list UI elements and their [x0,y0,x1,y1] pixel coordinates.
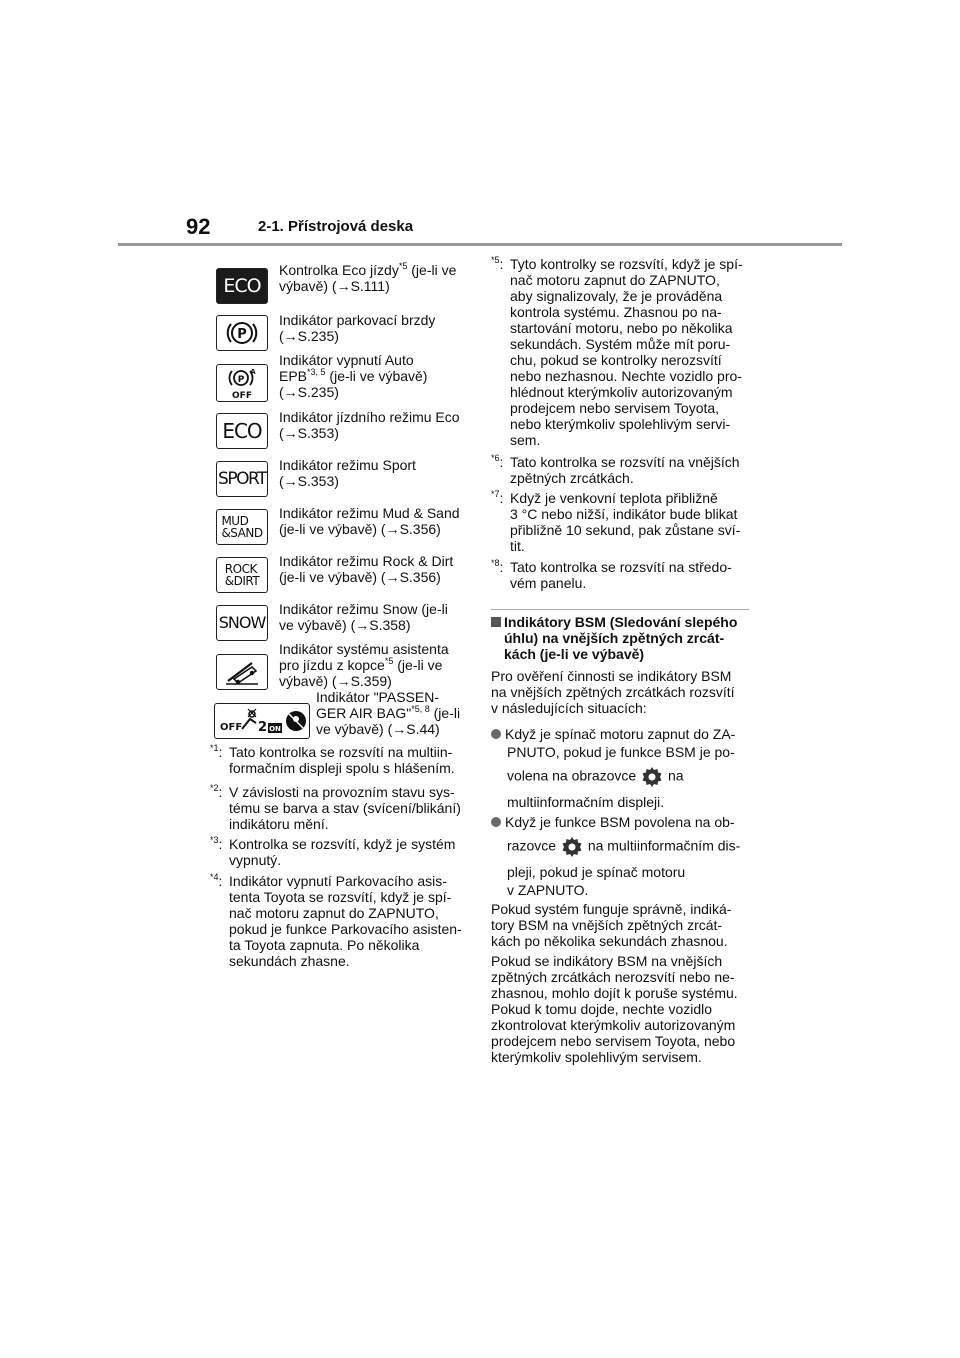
footnote-2: $^{*2}$: V závislosti na provozním stavu sys- tému se barva a stav (svícení/blikání) indikátoru mění. [210,783,461,832]
square-bullet-icon [491,617,501,627]
bsm-bullet-1: Když je spínač motoru zapnut do ZA- PNUTO, pokud je funkce BSM je po- volena na obrazovce na multiinformačním displeji. [491,725,753,811]
footnote-5: $^{*5}$: Tyto kontrolky se rozsvítí, když je spí- nač motoru zapnut do ZAPNUTO, aby signalizovaly, že je prováděna kontrola systému. Zhasnou po na- startování motoru, nebo po několika sekundách. Systém může mít poru- chu, pokud se kontrolky nerozsvítí nebo nezhasnou. Nechte vozidlo pro- hlédnout kterýmkoliv autorizovaným prodejcem nebo servisem Toyota, nebo kterýmkoliv spolehlivým servi- sem. [491,255,743,448]
bsm-paragraph-1: Pokud systém funguje správně, indiká- tory BSM na vnějších zpětných zrcát- kách po několika sekundách zhasnou. [491,901,732,949]
passenger-airbag-icon [214,703,310,739]
footnote-6: $^{*6}$: Tato kontrolka se rozsvítí na vnějších zpětných zrcátkách. [491,453,740,486]
indicator-passenger-airbag-text: Indikátor "PASSEN- GER AIR BAG"$^{*5, 8}$ (je-li ve výbavě) (→S.44) [316,689,461,737]
indicator-sport-mode-text: Indikátor režimu Sport (→S.353) [279,457,416,489]
page-number: 92 [186,214,211,239]
footnote-8: $^{*8}$: Tato kontrolka se rozsvítí na středo- vém panelu. [491,558,732,591]
svg-text:OFF: OFF [232,391,252,400]
auto-epb-off-icon [216,364,268,402]
mud-sand-icon: MUD &SAND [216,509,268,545]
rock-dirt-icon: ROCK &DIRT [216,557,268,593]
svg-text:P: P [237,327,247,342]
eco-drive-icon: ECO [216,268,268,304]
indicator-hill-assist-text: Indikátor systému asistenta pro jízdu z kopce$^{*5}$ (je-li ve výbavě) (→S.359) [279,641,449,689]
svg-text:2: 2 [258,720,268,735]
indicator-eco-drive-text: Kontrolka Eco jízdy$^{*5}$ (je-li ve výbavě) (→S.111) [279,261,457,294]
parking-brake-p-icon [216,315,268,351]
svg-text:P: P [237,375,245,385]
svg-text:ON: ON [269,725,281,733]
svg-text:OFF: OFF [220,722,243,733]
section-divider [491,609,749,610]
bsm-paragraph-2: Pokud se indikátory BSM na vnějších zpětných zrcátkách nerozsvítí nebo ne- zhasnou, mohlo dojít k poruše systému. Pokud k tomu dojde, nechte vozidlo zkontrolovat kterýmkoliv autorizovaným prodejcem nebo servisem Toyota, nebo kterýmkoliv spolehlivým servisem. [491,953,738,1065]
indicator-mud-sand-text: Indikátor režimu Mud & Sand (je-li ve výbavě) (→S.356) [279,505,460,537]
bullet-dot-icon [491,817,501,827]
indicator-parking-brake-text: Indikátor parkovací brzdy (→S.235) [279,312,436,344]
snow-mode-icon: SNOW [216,605,268,641]
bsm-bullet-2: Když je funkce BSM povolena na ob- razovce na multiinformačním dis- pleji, pokud je spínač motoru v ZAPNUTO. [491,813,753,899]
footnote-4: $^{*4}$: Indikátor vypnutí Parkovacího asis- tenta Toyota se rozsvítí, když je spí- nač motoru zapnut do ZAPNUTO, pokud je funkce Parkovacího asisten- ta Toyota zapnuta. Po několika sekundách zhasne. [210,872,462,969]
indicator-rock-dirt-text: Indikátor režimu Rock & Dirt (je-li ve výbavě) (→S.356) [279,553,454,585]
eco-mode-icon: ECO [216,413,268,449]
header-divider [118,243,842,246]
sport-mode-icon: SPORT [216,461,268,497]
gear-icon [640,765,664,789]
footnote-7: $^{*7}$: Když je venkovní teplota přibližně 3 °C nebo nižší, indikátor bude blikat přibližně 10 sekund, pak zůstane sví- tit. [491,489,741,554]
indicator-snow-mode-text: Indikátor režimu Snow (je-li ve výbavě) (→S.358) [279,601,448,633]
bsm-heading: Indikátory BSM (Sledování slepého úhlu) na vnějších zpětných zrcát- kách (je-li ve výbavě) [491,614,753,662]
svg-text:A: A [250,368,256,376]
indicator-eco-mode-text: Indikátor jízdního režimu Eco (→S.353) [279,409,460,441]
gear-icon [560,835,584,859]
bsm-intro: Pro ověření činnosti se indikátory BSM na vnějších zpětných zrcátkách rozsvítí v následujících situacích: [491,668,735,716]
footnote-3: $^{*3}$: Kontrolka se rozsvítí, když je systém vypnutý. [210,835,456,868]
hill-assist-icon [216,654,268,690]
bullet-dot-icon [491,729,501,739]
footnote-1: $^{*1}$: Tato kontrolka se rozsvítí na multiin- formačním displeji spolu s hlášením. [210,743,455,776]
indicator-auto-epb-text: Indikátor vypnutí Auto EPB$^{*3, 5}$ (je-li ve výbavě) (→S.235) [279,352,428,400]
section-title: 2-1. Přístrojová deska [258,218,414,235]
